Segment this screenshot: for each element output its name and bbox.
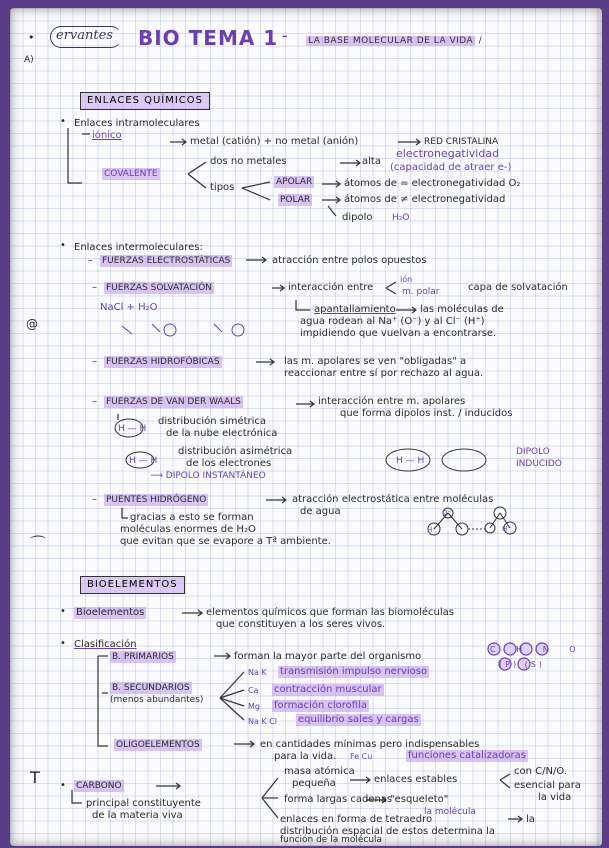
fs-capa: capa de solvatación <box>468 282 568 293</box>
fs-label: FUERZAS SOLVATACIÓN <box>106 283 213 293</box>
ph-def2: de agua <box>300 506 341 517</box>
sec3-elems: Mg <box>248 702 260 711</box>
apolar-def: átomos de = electronegatividad O₂ <box>344 178 521 189</box>
sec1: transmisión impulso nervioso <box>280 666 428 677</box>
section-box-enlaces: ENLACES QUÍMICOS <box>80 92 210 110</box>
title-dash: - <box>282 26 288 45</box>
sec-note: (menos abundantes) <box>110 695 204 705</box>
ph-def1: atracción electrostática entre moléculas <box>292 494 494 505</box>
c3c: distribución espacial de estos determina la <box>280 826 495 837</box>
dip-ind2: INDUCIDO <box>516 459 562 469</box>
fh-def2: reaccionar entre sí por rechazo al agua. <box>284 368 484 379</box>
oligo-fn: funciones catalizadoras <box>408 750 526 761</box>
vdw-def2: que forma dipolos inst. / inducidos <box>340 408 513 419</box>
oligo-elems: Fe Cu <box>350 752 373 761</box>
apolar-label: APOLAR <box>276 177 313 187</box>
oligo-def2: para la vida. <box>274 751 337 762</box>
hh-label-2: H — H <box>129 456 158 466</box>
clasif-label: Clasificación <box>74 639 137 650</box>
c2: forma largas cadenas <box>284 794 393 805</box>
fe-label: FUERZAS ELECTROSTÁTICAS <box>102 256 231 266</box>
sim1: distribución simétrica <box>158 416 267 427</box>
red-cristalina: RED CRISTALINA <box>424 137 499 147</box>
dip-inst: ⟶ DIPOLO INSTANTÁNEO <box>150 471 266 481</box>
c3b: la <box>526 814 535 825</box>
cervantes-logo: ervantes <box>56 28 113 43</box>
inter-heading: Enlaces intermoleculares: <box>74 242 203 253</box>
vdw-def1: interacción entre m. apolares <box>318 396 466 407</box>
dash-icon: – <box>92 396 97 407</box>
apant-def3: impidiendo que vuelvan a encontrarse. <box>300 328 497 339</box>
sec2: contracción muscular <box>274 684 382 695</box>
c1b: pequeña <box>292 778 336 789</box>
sec2-elems: Ca <box>248 686 259 695</box>
cov-def: dos no metales <box>210 156 287 167</box>
section-box-bioelementos: BIOELEMENTOS <box>80 576 185 594</box>
ionico-label: iónico <box>92 130 122 141</box>
electroneg-def: (capacidad de atraer e-) <box>390 162 512 173</box>
bullet-icon: • <box>60 116 66 127</box>
prim-elems2: (P) (S) <box>499 660 545 669</box>
sec-label: B. SECUNDARIOS <box>112 683 190 693</box>
hole-mark: T <box>30 768 40 787</box>
tipos-label: tipos <box>210 182 235 193</box>
ionico-def: metal (catión) + no metal (anión) <box>190 136 359 147</box>
hh-label: H — H <box>118 424 147 434</box>
sec4-elems: Na K Cl <box>248 717 278 726</box>
dash-icon: – <box>92 282 97 293</box>
c1d: con C/N/O. <box>514 766 567 777</box>
c2c: la molécula <box>424 807 476 817</box>
hole-mark: ⌒ <box>30 534 47 553</box>
ph-g2: moléculas enormes de H₂O <box>120 524 256 535</box>
cov-alta: alta <box>362 156 381 167</box>
sim2: de la nube electrónica <box>166 428 278 439</box>
oligo-label: OLIGOELEMENTOS <box>116 740 200 750</box>
sec3: formación clorofila <box>274 700 367 711</box>
h-plus-label: H⁺ <box>427 526 436 534</box>
carbono-def2: de la materia viva <box>92 810 183 821</box>
fh-label: FUERZAS HIDROFÓBICAS <box>106 357 220 367</box>
c2b: "esqueleto" <box>390 794 449 805</box>
fh-def1: las m. apolares se ven "obligadas" a <box>284 356 467 367</box>
asim2: de los electrones <box>186 458 272 469</box>
prim-elems: C H N O <box>490 645 585 654</box>
hh-label-3: H — H <box>396 456 425 466</box>
electroneg: electronegatividad <box>396 147 500 160</box>
dip-ind1: DIPOLO <box>516 447 550 457</box>
bullet-icon: • <box>60 606 66 617</box>
c3d: función de la molécula <box>280 835 383 845</box>
apant-def1: las moléculas de <box>420 304 504 315</box>
c1e: esencial para <box>514 780 581 791</box>
bio-def-term: Bioelementos <box>76 607 145 618</box>
bio-def2: que constituyen a los seres vivos. <box>216 619 386 630</box>
intra-heading: Enlaces intramoleculares <box>74 118 200 129</box>
h-plus-label-2: H⁺ <box>502 525 511 533</box>
hole-mark: @ <box>26 317 38 331</box>
apant-label: apantallamiento <box>314 304 396 315</box>
carbono-label: CARBONO <box>76 781 122 791</box>
page-subtitle: LA BASE MOLECULAR DE LA VIDA / <box>308 36 483 46</box>
ph-g3: que evitan que se evapore a Tª ambiente. <box>120 536 331 547</box>
bullet-icon: • <box>60 638 66 649</box>
ph-label: PUENTES HIDRÓGENO <box>106 495 207 505</box>
ph-g1: gracias a esto se forman <box>130 512 254 523</box>
fs-def: interacción entre <box>288 282 374 293</box>
dash-icon: – <box>92 356 97 367</box>
vdw-label: FUERZAS DE VAN DER WAALS <box>106 397 241 407</box>
dipolo-label: dipolo <box>342 212 373 223</box>
margin-mark: A) <box>24 55 34 65</box>
asim1: distribución asimétrica <box>178 446 293 457</box>
notebook-page <box>10 8 602 846</box>
sec1-elems: Na K <box>248 668 267 677</box>
prim-label: B. PRIMARIOS <box>112 652 174 662</box>
fs-ion: ión <box>400 275 413 284</box>
dash-icon: – <box>88 255 93 266</box>
o-minus-label: O⁻ <box>442 509 452 517</box>
page-title: BIO TEMA 1 <box>138 26 279 50</box>
c1c: enlaces estables <box>374 774 458 785</box>
h2o-label: H₂O <box>392 213 410 223</box>
bullet-icon: • <box>60 780 66 791</box>
c1: masa atómica <box>284 766 355 777</box>
polar-def: átomos de ≠ electronegatividad <box>344 194 506 205</box>
bio-def1: elementos químicos que forman las biomoléculas <box>206 607 454 618</box>
c3: enlaces en forma de tetraedro <box>280 814 433 825</box>
bullet-icon: • <box>28 31 35 44</box>
apant-def2: agua rodean al Na⁺ (O⁻) y al Cl⁻ (H⁺) <box>300 316 485 327</box>
fe-def: atracción entre polos opuestos <box>272 255 427 266</box>
polar-label: POLAR <box>280 195 311 205</box>
sec4: equilibrio sales y cargas <box>298 714 419 725</box>
bullet-icon: • <box>60 240 66 251</box>
carbono-def1: principal constituyente <box>86 798 201 809</box>
covalente-label: COVALENTE <box>104 169 158 179</box>
prim-def: forman la mayor parte del organismo <box>234 651 422 662</box>
oligo-def1: en cantidades mínimas pero indispensables <box>260 739 480 750</box>
dash-icon: – <box>92 494 97 505</box>
c1f: la vida <box>538 792 572 803</box>
nacl-label: NaCl + H₂O <box>100 302 158 313</box>
fs-mpolar: m. polar <box>402 287 440 297</box>
